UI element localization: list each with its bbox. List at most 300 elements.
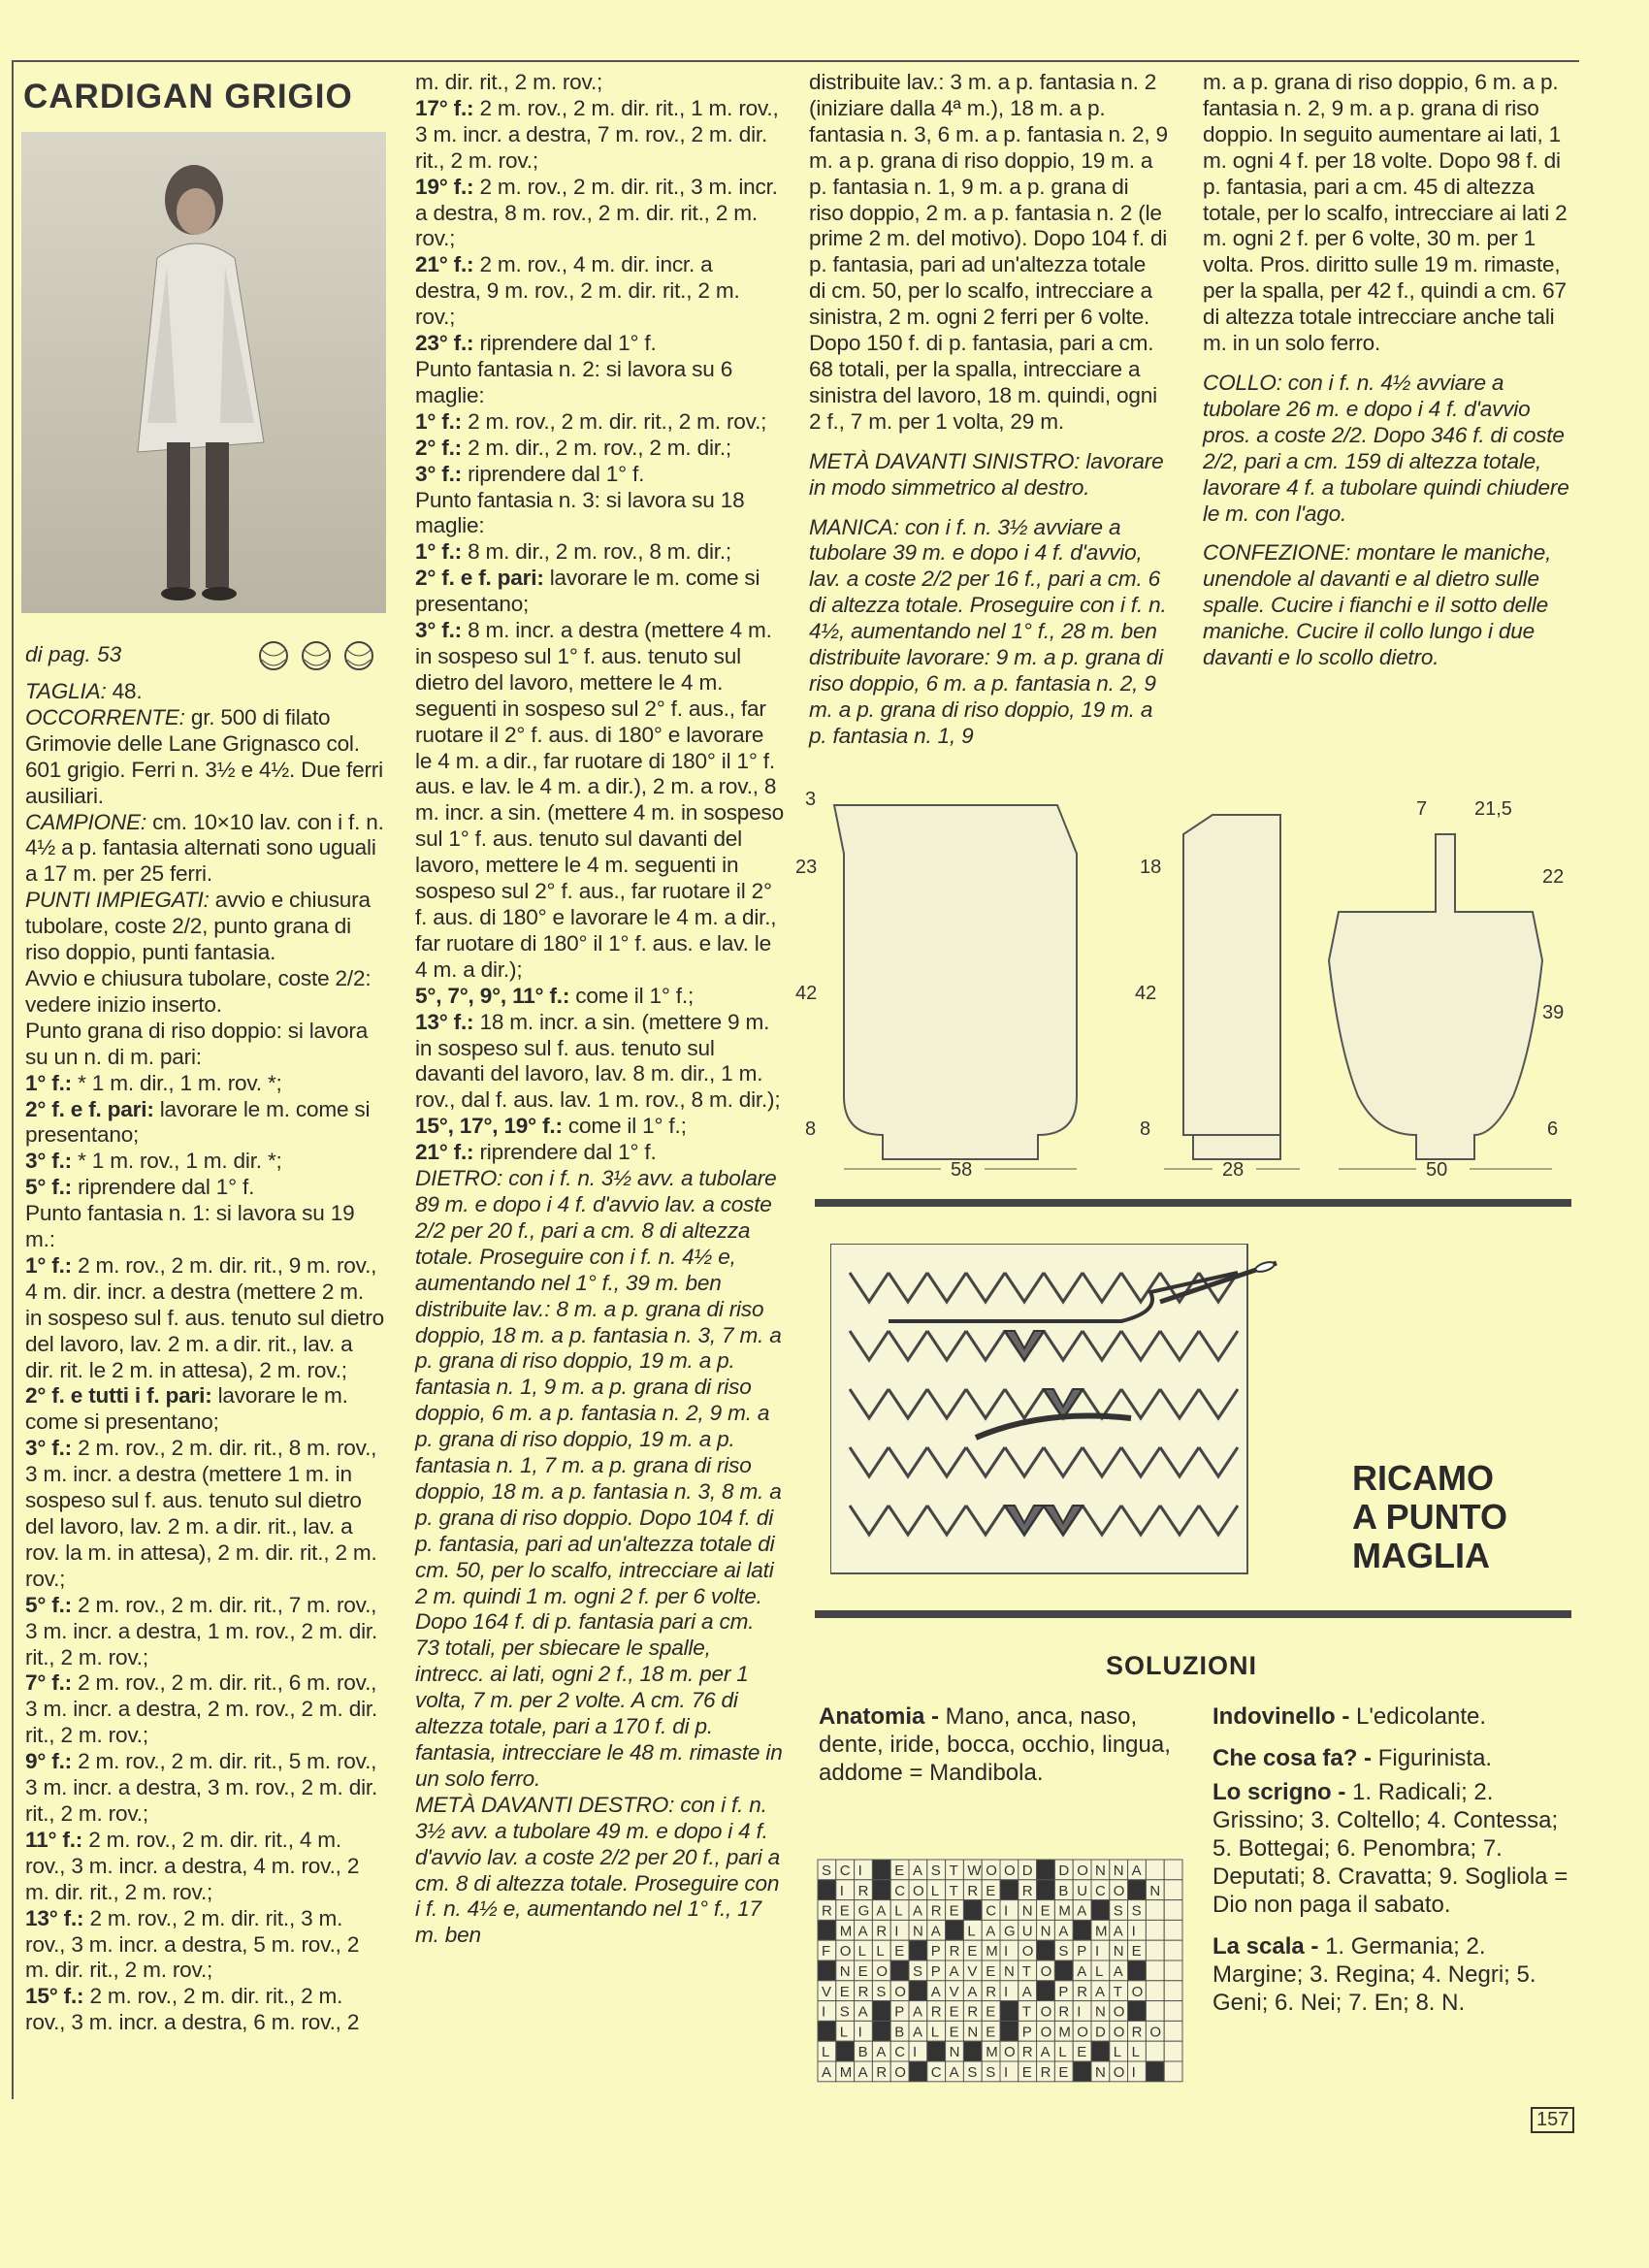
crossword-letter: P xyxy=(1077,1943,1087,1960)
crossword-cell xyxy=(855,1860,873,1880)
paragraph: METÀ DAVANTI DESTRO: con i f. n. 3½ avv. a tubolare 49 m. e dopo i 4 f. d'avvio lav. a coste 2/2 per 20 f., pari a cm. 8 di altezza totale. Proseguire con i f. n. 4½ e, aumentando nel 1° f., 17 m. ben xyxy=(415,1792,781,1948)
crossword-black-cell xyxy=(890,1960,909,1981)
crossword-letter: V xyxy=(949,1983,959,2000)
crossword-letter: N xyxy=(949,2044,960,2061)
solution-text: L'edicolante. xyxy=(1349,1703,1487,1730)
crossword-letter: E xyxy=(1077,2044,1087,2061)
crossword-letter: N xyxy=(967,2024,979,2041)
crossword-letter: L xyxy=(1058,2044,1067,2061)
sleeve-diagram xyxy=(1329,798,1564,1181)
crossword-letter: G xyxy=(857,1902,870,1920)
solution-text: 1. Radicali; 2. Grissino; 3. Coltello; 4. Contessa; 5. Bottegai; 6. Penombra; 7. Deputati; 8. Cravatta; 9. Sogliola = Dio non paga il sabato. xyxy=(1212,1779,1568,1918)
column-2-text xyxy=(415,70,784,1949)
solutions-left xyxy=(819,1702,1187,1787)
crossword-letter: R xyxy=(967,1882,979,1899)
paragraph: OCCORRENTE: gr. 500 di filato Grimovie delle Lane Grignasco col. 601 grigio. Ferri n. 3½ e 4½. Due ferri ausiliari. xyxy=(25,704,383,808)
crossword-letter: I xyxy=(894,1923,899,1940)
crossword-cell xyxy=(1091,1940,1110,1960)
crossword-letter: L xyxy=(930,1882,940,1899)
crossword-letter: E xyxy=(949,2024,959,2041)
crossword-letter: R xyxy=(1131,2024,1143,2041)
crossword-letter: O xyxy=(876,1963,889,1980)
crossword-letter: N xyxy=(1021,1902,1033,1920)
crossword-letter: L xyxy=(839,2024,849,2041)
paragraph: Punto fantasia n. 2: si lavora su 6 maglie: xyxy=(415,356,733,407)
yarn-ball-icon xyxy=(260,642,287,669)
crossword-letter: A xyxy=(857,2064,868,2081)
paragraph: 3° f.: * 1 m. rov., 1 m. dir. *; xyxy=(25,1149,282,1174)
crossword-letter: O xyxy=(1149,2024,1162,2041)
crossword-letter: S xyxy=(1058,1943,1069,1960)
crossword-cell xyxy=(1164,2001,1182,2022)
solution-text: 1. Germania; 2. Margine; 3. Regina; 4. Negri; 5. Geni; 6. Nei; 7. En; 8. N. xyxy=(1212,1933,1536,2016)
crossword-letter: E xyxy=(949,2003,959,2021)
yarn-ball-icon xyxy=(345,642,372,669)
dim-label: 8 xyxy=(805,1118,817,1140)
crossword-letter: M xyxy=(1095,1923,1108,1940)
crossword-letter: I xyxy=(1004,1943,1009,1960)
crossword-letter: O xyxy=(1040,1963,1052,1980)
crossword-letter: R xyxy=(876,2064,888,2081)
crossword-letter: O xyxy=(1131,1983,1144,2000)
crossword-letter: R xyxy=(857,1882,869,1899)
crossword-letter: A xyxy=(949,2064,959,2081)
crossword-letter: A xyxy=(857,2003,868,2021)
paragraph: distribuite lav.: 3 m. a p. fantasia n. 2 (iniziare dalla 4ª m.), 18 m. a p. fantasia n. 3, 6 m. a p. fantasia n. 2, 9 m. a p. grana di riso doppio, 19 m. a p. fantasia n. 1, 9 m. a p. grana di riso doppio, 2 m. a p. fantasia n. 2 (le prime 2 m. del motivo). Dopo 104 f. di p. fantasia, pari ad un'altezza totale di cm. 50, per lo scalfo, intrecciare a sinistra, 2 m. ogni 2 ferri per 6 volte. Dopo 150 f. di p. fantasia, pari a cm. 68 totali, per la spalla, intrecciare a sinistra del lavoro, 18 m. quindi, ogni 2 f., 7 m. per 1 volta, 29 m. xyxy=(809,70,1168,434)
crossword-cell xyxy=(836,1880,855,1900)
crossword-black-cell xyxy=(1128,1960,1147,1981)
crossword-letter: B xyxy=(1058,1882,1069,1899)
crossword-black-cell xyxy=(1037,1940,1055,1960)
crossword-letter: R xyxy=(1058,2003,1070,2021)
crossword-letter: E xyxy=(1131,1943,1142,1960)
crossword-letter: V xyxy=(967,1963,978,1980)
crossword-letter: N xyxy=(1095,2003,1106,2021)
crossword-letter: O xyxy=(986,1863,997,1879)
paragraph: 1° f.: 8 m. dir., 2 m. rov., 8 m. dir.; xyxy=(415,539,731,565)
paragraph: 3° f.: 8 m. incr. a destra (mettere 4 m. in sospeso sul 1° f. aus. tenuto sul dietro del lavoro, mettere le 4 m. seguenti in sospeso sul 2° f. aus., far ruotare il 2° f. aus. di 180° e lavorare le 4 m. a dir., far ruotare di 180° il 1° f. aus. e lav. le 4 m. a dir.), 2 m. a rov., 8 m. incr. a sin. (mettere 4 m. in sospeso sul 1° f. aus. tenuto sul davanti del lavoro, mettere le 4 m. seguenti in sospeso sul 2° f. aus., far ruotare il 2° f. aus. di 180° e lavorare le 4 m. a dir., far ruotare di 180° il 1° f. aus. e lav. le 4 m. a dir.); xyxy=(415,618,784,982)
crossword-black-cell xyxy=(1073,2061,1091,2082)
crossword-letter: L xyxy=(894,1902,903,1920)
paragraph: 15°, 17°, 19° f.: come il 1° f.; xyxy=(415,1114,687,1139)
crossword-cell xyxy=(1000,1981,1018,2001)
crossword-letter: E xyxy=(967,1943,978,1960)
crossword-letter: A xyxy=(1077,1902,1087,1920)
crossword-letter: P xyxy=(930,1943,941,1960)
crossword-letter: L xyxy=(1113,2044,1122,2061)
crossword-cell xyxy=(1000,2061,1018,2082)
crossword-black-cell xyxy=(818,2021,836,2041)
crossword-letter: E xyxy=(949,1902,959,1920)
crossword-black-cell xyxy=(1054,1960,1073,1981)
paragraph: CAMPIONE: cm. 10×10 lav. con i f. n. 4½ a p. fantasia alternati sono uguali a 17 m. per 25 ferri. xyxy=(25,809,384,887)
dim-label: 50 xyxy=(1426,1159,1448,1181)
crossword-cell xyxy=(1164,1920,1182,1940)
crossword-black-cell xyxy=(818,1880,836,1900)
dim-label: 22 xyxy=(1542,866,1565,888)
solutions-right xyxy=(1212,1702,1581,2023)
dim-label: 42 xyxy=(1135,983,1157,1004)
divider xyxy=(815,1610,1571,1618)
crossword-letter: A xyxy=(876,2044,887,2061)
crossword-letter: R xyxy=(1077,1983,1088,2000)
crossword-letter: S xyxy=(822,1863,832,1879)
dim-label: 7 xyxy=(1416,798,1428,820)
crossword-cell xyxy=(1146,1860,1164,1880)
crossword-letter: S xyxy=(1113,1902,1123,1920)
crossword-black-cell xyxy=(1073,1920,1091,1940)
crossword-letter: E xyxy=(1021,2064,1032,2081)
crossword-letter: T xyxy=(1021,2003,1031,2021)
crossword-black-cell xyxy=(836,2041,855,2061)
crossword-cell xyxy=(1146,2001,1164,2022)
dim-label: 23 xyxy=(795,857,818,878)
crossword-cell xyxy=(818,2001,836,2022)
crossword-letter: E xyxy=(986,1882,996,1899)
paragraph: 1° f.: * 1 m. dir., 1 m. rov. *; xyxy=(25,1070,282,1095)
crossword-letter: O xyxy=(894,2064,906,2081)
crossword-letter: T xyxy=(949,1882,958,1899)
crossword-letter: T xyxy=(1021,1963,1031,1980)
paragraph: 21° f.: 2 m. rov., 4 m. dir. incr. a destra, 9 m. rov., 2 m. dir. rit., 2 m. rov.; xyxy=(415,252,740,330)
crossword-letter: L xyxy=(876,1943,885,1960)
crossword-letter: T xyxy=(1113,1983,1122,2000)
crossword-black-cell xyxy=(909,2061,927,2082)
crossword-letter: A xyxy=(822,2064,832,2081)
crossword-cell xyxy=(1146,1900,1164,1921)
paragraph: Avvio e chiusura tubolare, coste 2/2: vedere inizio inserto. xyxy=(25,965,372,1017)
paragraph: 7° f.: 2 m. rov., 2 m. dir. rit., 6 m. rov., 3 m. incr. a destra, 2 m. rov., 2 m. dir. rit., 2 m. rov.; xyxy=(25,1670,378,1748)
crossword-letter: O xyxy=(1077,1863,1088,1879)
title-line: A PUNTO xyxy=(1352,1497,1508,1537)
crossword-letter: R xyxy=(967,2003,979,2021)
crossword-letter: U xyxy=(1077,1882,1088,1899)
model-photo xyxy=(21,132,386,613)
crossword-letter: A xyxy=(913,1863,923,1879)
crossword-black-cell xyxy=(927,2041,946,2061)
crossword-letter: R xyxy=(1021,1882,1033,1899)
paragraph: 2° f. e tutti i f. pari: lavorare le m. come si presentano; xyxy=(25,1383,348,1435)
solution-label: Indovinello - xyxy=(1212,1703,1350,1730)
crossword-black-cell xyxy=(1000,1880,1018,1900)
crossword-solution-grid xyxy=(817,1859,1183,2084)
paragraph: 2° f. e f. pari: lavorare le m. come si presentano; xyxy=(415,566,760,617)
crossword-letter: I xyxy=(822,2003,826,2021)
paragraph: 5° f.: riprendere dal 1° f. xyxy=(25,1175,255,1200)
crossword-cell xyxy=(1146,1981,1164,2001)
crossword-letter: O xyxy=(1021,1943,1034,1960)
crossword-letter: C xyxy=(894,2044,906,2061)
crossword-black-cell xyxy=(1091,1900,1110,1921)
crossword-letter: G xyxy=(1004,1923,1016,1940)
paragraph: 11° f.: 2 m. rov., 2 m. dir. rit., 4 m. rov., 3 m. incr. a destra, 4 m. rov., 2 m. dir. rit., 2 m. rov.; xyxy=(25,1827,360,1904)
paragraph: m. dir. rit., 2 m. rov.; xyxy=(415,70,603,94)
crossword-letter: A xyxy=(913,1902,923,1920)
crossword-cell xyxy=(1164,1900,1182,1921)
article-title: CARDIGAN GRIGIO xyxy=(23,78,353,115)
crossword-letter: L xyxy=(930,2024,940,2041)
crossword-letter: P xyxy=(1058,1983,1069,2000)
crossword-letter: O xyxy=(913,1882,924,1899)
crossword-letter: S xyxy=(986,2064,996,2081)
crossword-cell xyxy=(1164,1860,1182,1880)
crossword-letter: V xyxy=(822,1983,832,2000)
crossword-letter: P xyxy=(1021,2024,1032,2041)
crossword-letter: N xyxy=(1095,2064,1106,2081)
crossword-black-cell xyxy=(1128,1880,1147,1900)
crossword-cell xyxy=(1164,1981,1182,2001)
crossword-cell xyxy=(890,1920,909,1940)
crossword-letter: R xyxy=(822,1902,832,1920)
crossword-letter: E xyxy=(839,1902,850,1920)
crossword-letter: A xyxy=(913,2024,923,2041)
crossword-letter: R xyxy=(930,2003,942,2021)
crossword-letter: A xyxy=(1077,1963,1087,1980)
crossword-letter: S xyxy=(913,1963,923,1980)
difficulty-rating xyxy=(256,636,382,675)
solution-label: Lo scrigno - xyxy=(1212,1779,1346,1805)
crossword-black-cell xyxy=(1037,1880,1055,1900)
crossword-letter: L xyxy=(857,1943,866,1960)
crossword-letter: A xyxy=(1113,1963,1123,1980)
crossword-letter: M xyxy=(1058,1902,1071,1920)
crossword-black-cell xyxy=(1000,2001,1018,2022)
crossword-letter: M xyxy=(839,1923,853,1940)
crossword-cell xyxy=(1164,2061,1182,2082)
crossword-letter: A xyxy=(1113,1923,1123,1940)
crossword-letter: O xyxy=(1077,2024,1088,2041)
crossword-letter: W xyxy=(967,1863,982,1879)
yarn-ball-icon xyxy=(303,642,330,669)
paragraph: 5° f.: 2 m. rov., 2 m. dir. rit., 7 m. rov., 3 m. incr. a destra, 1 m. rov., 2 m. dir. rit., 2 m. rov.; xyxy=(25,1592,378,1669)
crossword-letter: N xyxy=(1113,1943,1124,1960)
crossword-cell xyxy=(1164,1880,1182,1900)
crossword-letter: I xyxy=(857,1863,862,1879)
crossword-letter: A xyxy=(930,1983,941,2000)
crossword-letter: I xyxy=(1004,2064,1009,2081)
crossword-letter: A xyxy=(857,1923,868,1940)
paragraph: 13° f.: 2 m. rov., 2 m. dir. rit., 3 m. rov., 3 m. incr. a destra, 5 m. rov., 2 m. dir. rit., 2 m. rov.; xyxy=(25,1905,360,1983)
paragraph: 17° f.: 2 m. rov., 2 m. dir. rit., 1 m. rov., 3 m. incr. a destra, 7 m. rov., 2 m. dir. rit., 2 m. rov.; xyxy=(415,95,779,173)
crossword-letter: E xyxy=(839,1983,850,2000)
paragraph: Punto grana di riso doppio: si lavora su un n. di m. pari: xyxy=(25,1018,369,1069)
crossword-black-cell xyxy=(1037,1860,1055,1880)
dim-label: 58 xyxy=(951,1159,973,1181)
crossword-letter: S xyxy=(967,2064,978,2081)
crossword-letter: E xyxy=(857,1963,868,1980)
crossword-letter: T xyxy=(949,1863,958,1879)
crossword-letter: O xyxy=(1040,2003,1052,2021)
crossword-letter: M xyxy=(986,1943,998,1960)
paragraph: 3° f.: 2 m. rov., 2 m. dir. rit., 8 m. rov., 3 m. incr. a destra (mettere 1 m. in sospeso sul f. aus. tenuto sul dietro del lavoro, lav. 2 m. a dir. rit., lav. a rov. la m. in attesa), 2 m. dir. rit., 2 m. rov.; xyxy=(25,1436,377,1591)
crossword-letter: I xyxy=(913,2044,918,2061)
crossword-letter: L xyxy=(1095,1963,1104,1980)
paragraph: 19° f.: 2 m. rov., 2 m. dir. rit., 3 m. incr. a destra, 8 m. rov., 2 m. dir. rit., 2 m. rov.; xyxy=(415,174,778,251)
crossword-letter: B xyxy=(857,2044,868,2061)
paragraph: 1° f.: 2 m. rov., 2 m. dir. rit., 9 m. rov., 4 m. dir. incr. a destra (mettere 2 m. in sospeso sul f. aus. tenuto sul dietro del lavoro, lav. 2 m. a dir. rit., lav. a dir. rit. le 2 m. in attesa), 2 m. rov.; xyxy=(25,1252,385,1382)
crossword-black-cell xyxy=(909,1940,927,1960)
crossword-black-cell xyxy=(872,2021,890,2041)
crossword-letter: L xyxy=(1131,2044,1140,2061)
dim-label: 3 xyxy=(805,789,817,810)
solution-text: Mano, anca, naso, dente, iride, bocca, occhio, lingua, addome = Mandibola. xyxy=(819,1703,1171,1786)
crossword-letter: E xyxy=(986,1963,996,1980)
column-1-text xyxy=(25,679,386,2036)
crossword-letter: O xyxy=(1113,1882,1125,1899)
crossword-cell xyxy=(1164,1960,1182,1981)
title-line: RICAMO xyxy=(1352,1458,1494,1498)
crossword-letter: M xyxy=(986,2044,998,2061)
crossword-letter: I xyxy=(1004,1983,1009,2000)
crossword-cell xyxy=(909,2041,927,2061)
crossword-black-cell xyxy=(1146,2061,1164,2082)
crossword-letter: R xyxy=(1021,2044,1033,2061)
crossword-letter: R xyxy=(876,1923,888,1940)
crossword-letter: A xyxy=(967,1983,978,2000)
paragraph: PUNTI IMPIEGATI: avvio e chiusura tubolare, coste 2/2, punto grana di riso doppio, punti fantasia. xyxy=(25,888,371,965)
page-number: 157 xyxy=(1531,2107,1574,2133)
crossword-letter: E xyxy=(1040,1902,1051,1920)
crossword-letter: O xyxy=(1040,2024,1052,2041)
crossword-letter: R xyxy=(986,1983,997,2000)
dim-label: 42 xyxy=(795,983,818,1004)
dim-label: 21,5 xyxy=(1474,798,1512,820)
crossword-letter: E xyxy=(894,1943,905,1960)
crossword-cell xyxy=(1146,2041,1164,2061)
crossword-black-cell xyxy=(1128,2001,1147,2022)
paragraph: COLLO: con i f. n. 4½ avviare a tubolare 26 m. e dopo i 4 f. d'avvio pros. a coste 2/2. Dopo 346 f. di coste 2/2, pari a cm. 159 di altezza totale, lavorare 4 f. a tubolare quindi chiudere le m. con l'ago. xyxy=(1203,370,1569,526)
paragraph: DIETRO: con i f. n. 3½ avv. a tubolare 89 m. e dopo i 4 f. d'avvio lav. a coste 2/2 per 20 f., pari a cm. 8 di altezza totale. Proseguire con i f. n. 4½ e, aumentando nel 1° f., 39 m. ben distribuite lav.: 8 m. a p. grana di riso doppio, 18 m. a p. fantasia n. 3, 7 m. a p. grana di riso doppio, 19 m. a p. fantasia n. 1, 9 m. a p. grana di riso doppio, 6 m. a p. fantasia n. 2, 9 m. a p. grana di riso doppio, 19 m. a p. fantasia n. 1, 7 m. a p. grana di riso doppio, 18 m. a p. fantasia n. 3, 8 m. a p. grana di riso doppio. Dopo 104 f. di p. fantasia, pari ad un'altezza totale di cm. 50, per lo scalfo, intrecciare ai lati 2 m. quindi 1 m. ogni 2 f. per 6 volte. Dopo 164 f. di p. fantasia pari a cm. 73 totali, per sbiecare le spalle, intrecc. ai lati, ogni 2 f., 18 m. per 1 volta, 7 m. per 2 volte. A cm. 76 di altezza totale, pari a 170 f. di p. fantasia, intrecciare le 48 m. rimaste in un solo ferro. xyxy=(415,1166,783,1791)
crossword-black-cell xyxy=(872,1880,890,1900)
crossword-letter: S xyxy=(839,2003,850,2021)
crossword-letter: L xyxy=(822,2044,830,2061)
crossword-letter: O xyxy=(1004,2044,1016,2061)
crossword-letter: N xyxy=(1004,1963,1015,1980)
crossword-cell xyxy=(1146,1920,1164,1940)
crossword-letter: R xyxy=(1040,2064,1051,2081)
solutions-title: SOLUZIONI xyxy=(1106,1651,1257,1680)
crossword-cell xyxy=(1000,1940,1018,1960)
crossword-cell xyxy=(1000,1900,1018,1921)
crossword-letter: N xyxy=(913,1923,923,1940)
crossword-letter: O xyxy=(894,1983,906,2000)
crossword-black-cell xyxy=(1000,2021,1018,2041)
crossword-letter: I xyxy=(1095,1943,1100,1960)
crossword-letter: P xyxy=(894,2003,905,2021)
crossword-cell xyxy=(1164,2021,1182,2041)
crossword-cell xyxy=(1146,1960,1164,1981)
paragraph: 2° f.: 2 m. dir., 2 m. rov., 2 m. dir.; xyxy=(415,435,731,460)
solution-text: Figurinista. xyxy=(1372,1745,1493,1771)
back-piece-diagram xyxy=(795,789,1077,1181)
dim-label: 8 xyxy=(1140,1118,1151,1140)
crossword-black-cell xyxy=(946,1920,964,1940)
crossword-letter: N xyxy=(1040,1923,1051,1940)
crossword-letter: C xyxy=(1095,1882,1106,1899)
paragraph: 15° f.: 2 m. rov., 2 m. dir. rit., 2 m. rov., 3 m. incr. a destra, 6 m. rov., 2 xyxy=(25,1984,360,2035)
paragraph: MANICA: con i f. n. 3½ avviare a tubolare 39 m. e dopo i 4 f. d'avvio, lav. a coste 2/2 per 16 f., pari a cm. 6 di altezza totale. Proseguire con i f. n. 4½, aumentando nel 1° f., 28 m. ben distribuite lavorare: 9 m. a p. grana di riso doppio, 6 m. a p. fantasia n. 2, 9 m. a p. grana di riso doppio, 19 m. a p. fantasia n. 1, 9 xyxy=(809,514,1167,748)
crossword-cell xyxy=(1164,2041,1182,2061)
dim-label: 6 xyxy=(1547,1118,1559,1140)
crossword-letter: S xyxy=(1131,1902,1142,1920)
paragraph: 21° f.: riprendere dal 1° f. xyxy=(415,1140,657,1165)
crossword-letter: B xyxy=(894,2024,905,2041)
duplicate-stitch-illustration xyxy=(830,1244,1286,1593)
crossword-letter: A xyxy=(876,1902,887,1920)
crossword-letter: D xyxy=(1021,1863,1033,1879)
crossword-cell xyxy=(1146,1940,1164,1960)
divider xyxy=(815,1199,1571,1207)
solution-label: La scala - xyxy=(1212,1933,1319,1960)
paragraph: METÀ DAVANTI SINISTRO: lavorare in modo simmetrico al destro. xyxy=(809,448,1164,500)
crossword-letter: M xyxy=(1058,2024,1071,2041)
crossword-black-cell xyxy=(1037,1981,1055,2001)
crossword-letter: P xyxy=(930,1963,941,1980)
crossword-letter: N xyxy=(1149,1882,1161,1899)
crossword-letter: A xyxy=(930,1923,941,1940)
paragraph: TAGLIA: 48. xyxy=(25,679,143,703)
paragraph: m. a p. grana di riso doppio, 6 m. a p. fantasia n. 2, 9 m. a p. grana di riso doppio. In seguito aumentare ai lati, 1 m. ogni 4 f. per 18 volte. Dopo 98 f. di p. fantasia, pari a cm. 45 di altezza totale, per lo scalfo, intrecciare ai lati 2 m. ogni 2 f. per 6 volte, 30 m. per 1 volta. Pros. diritto sulle 19 m. rimaste, per la spalla, per 42 f., quindi a cm. 67 di altezza totale intrecciare anche tali m. in un solo ferro. xyxy=(1203,70,1568,356)
crossword-letter: D xyxy=(1095,2024,1106,2041)
paragraph: Punto fantasia n. 1: si lavora su 19 m.: xyxy=(25,1201,355,1252)
crossword-letter: A xyxy=(949,1963,959,1980)
crossword-letter: S xyxy=(876,1983,887,2000)
dim-label: 18 xyxy=(1140,857,1162,878)
dim-label: 39 xyxy=(1542,1002,1565,1023)
crossword-cell xyxy=(1164,1940,1182,1960)
paragraph: 13° f.: 18 m. incr. a sin. (mettere 9 m. in sospeso sul f. aus. tenuto sul davanti del lavoro, lav. 8 m. dir., 1 m. rov., dal f. aus. lav. 1 m. rov., 8 m. dir.); xyxy=(415,1009,781,1113)
crossword-letter: L xyxy=(967,1923,976,1940)
crossword-letter: M xyxy=(839,2064,853,2081)
paragraph: 23° f.: riprendere dal 1° f. xyxy=(415,331,657,356)
front-piece-diagram xyxy=(1135,815,1300,1181)
crossword-letter: D xyxy=(1058,1863,1070,1879)
crossword-letter: R xyxy=(857,1983,869,2000)
crossword-letter: I xyxy=(1004,1902,1009,1920)
crossword-letter: O xyxy=(1113,2003,1125,2021)
crossword-black-cell xyxy=(963,2041,982,2061)
crossword-letter: S xyxy=(930,1863,941,1879)
crossword-letter: C xyxy=(930,2064,942,2081)
crossword-cell xyxy=(855,2021,873,2041)
crossword-letter: A xyxy=(913,2003,923,2021)
crossword-letter: A xyxy=(1095,1983,1106,2000)
crossword-black-cell xyxy=(872,2001,890,2022)
crossword-letter: A xyxy=(1131,1863,1142,1879)
crossword-letter: E xyxy=(1058,2064,1069,2081)
crossword-letter: C xyxy=(986,1902,997,1920)
crossword-cell xyxy=(1128,1920,1147,1940)
title-line: MAGLIA xyxy=(1352,1536,1490,1575)
crossword-letter: F xyxy=(822,1943,831,1960)
crossword-letter: I xyxy=(1131,1923,1136,1940)
paragraph: 2° f. e f. pari: lavorare le m. come si presentano; xyxy=(25,1096,371,1148)
crossword-letter: U xyxy=(1021,1923,1033,1940)
paragraph: 1° f.: 2 m. rov., 2 m. dir. rit., 2 m. rov.; xyxy=(415,408,767,434)
crossword-letter: I xyxy=(1131,2064,1136,2081)
embroidery-title xyxy=(1352,1459,1507,1575)
solution-label: Che cosa fa? - xyxy=(1212,1745,1373,1771)
crossword-letter: A xyxy=(986,1923,996,1940)
crossword-letter: I xyxy=(839,1882,844,1899)
crossword-letter: A xyxy=(1040,2044,1051,2061)
column-4-text xyxy=(1203,70,1571,671)
crossword-letter: E xyxy=(986,2024,996,2041)
crossword-letter: R xyxy=(949,1943,960,1960)
crossword-black-cell xyxy=(963,1900,982,1921)
page-reference: di pag. 53 xyxy=(25,642,122,666)
garment-schematic xyxy=(795,776,1571,1183)
